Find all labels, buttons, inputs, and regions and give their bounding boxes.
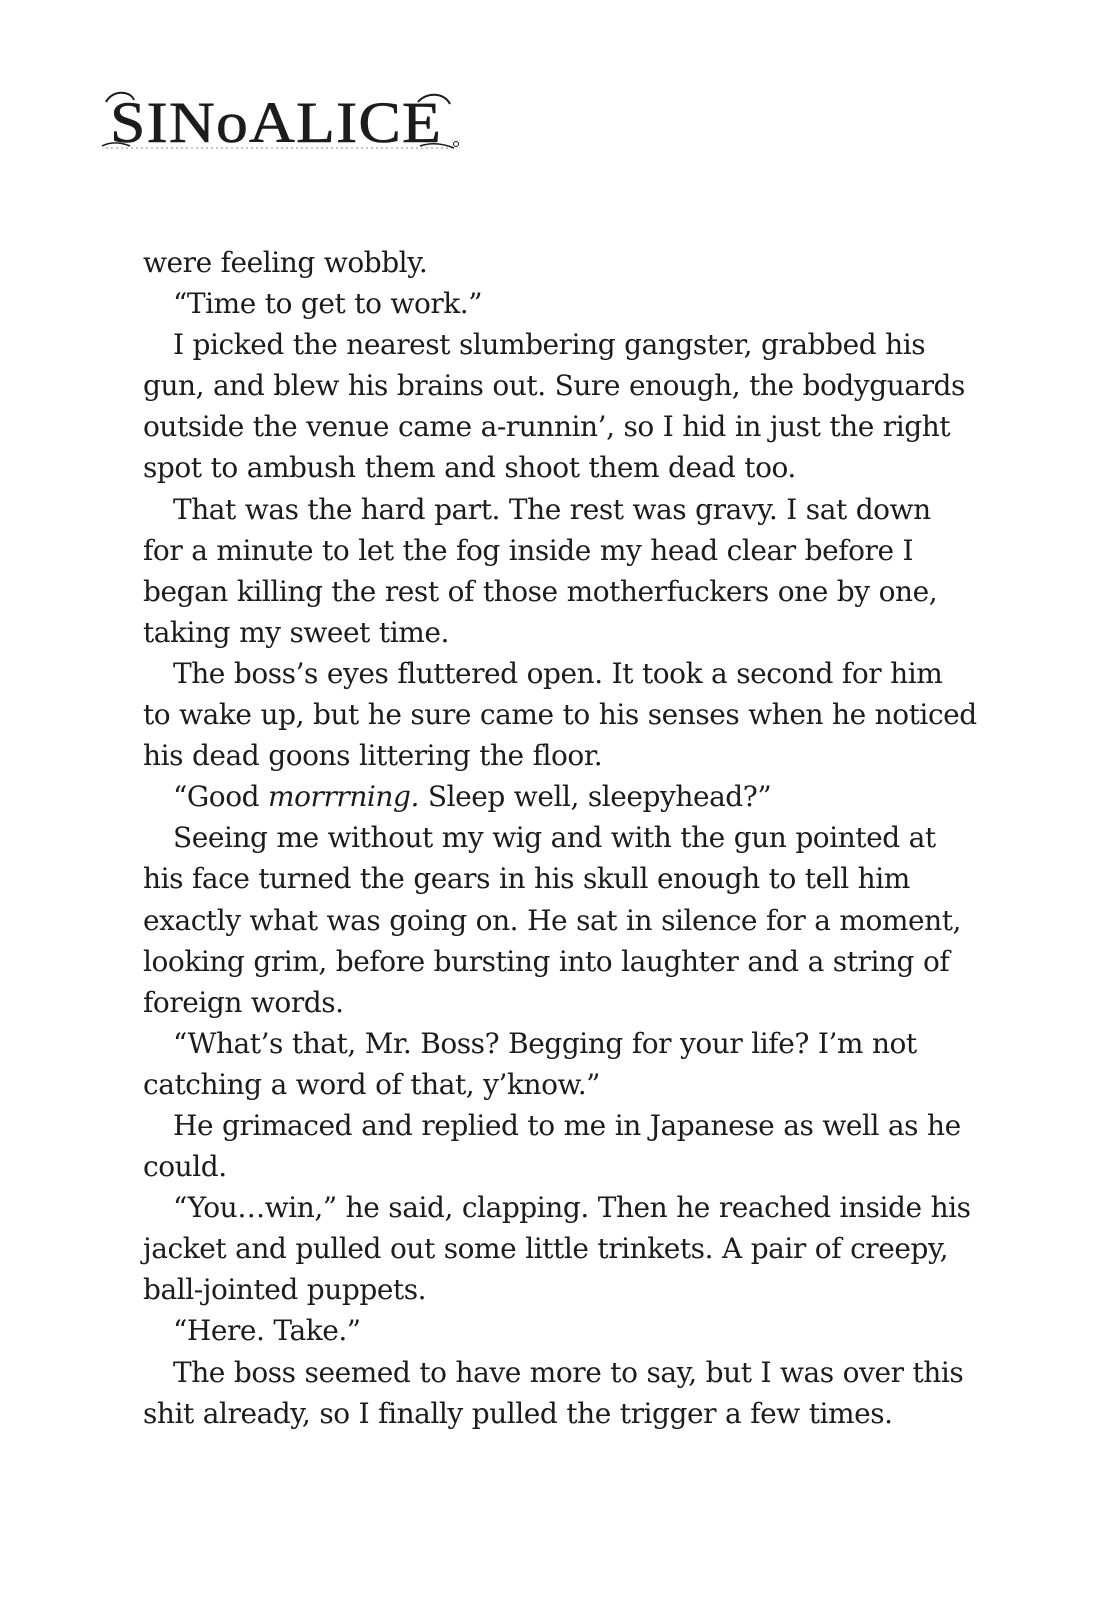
text-line-5: outside the venue came a-runnin’, so I hid in just the right <box>143 410 951 444</box>
text-line-9: began killing the rest of those motherfuckers one by one, <box>143 574 938 608</box>
text-line-29: shit already, so I finally pulled the trigger a few times. <box>143 1396 893 1430</box>
text-line-8: for a minute to let the fog inside my head clear before I <box>143 533 914 567</box>
text-line-20: “What’s that, Mr. Boss? Begging for your life? I’m not <box>173 1026 917 1060</box>
text-line-21: catching a word of that, y’know.” <box>143 1067 601 1101</box>
text-line-7: That was the hard part. The rest was gravy. I sat down <box>173 492 931 526</box>
text-line-10: taking my sweet time. <box>143 615 449 649</box>
text-line-16: his face turned the gears in his skull enough to tell him <box>143 862 910 896</box>
text-line-3: I picked the nearest slumbering gangster, grabbed his <box>173 328 926 362</box>
text-line-13: his dead goons littering the floor. <box>143 739 603 773</box>
text-line-15: Seeing me without my wig and with the gun pointed at <box>173 821 936 855</box>
text-line-19: foreign words. <box>143 985 344 1019</box>
text-line-17: exactly what was going on. He sat in silence for a moment, <box>143 903 961 937</box>
text-line-4: gun, and blew his brains out. Sure enough, the bodyguards <box>143 369 965 403</box>
sinoalice-wordmark-logo <box>100 88 462 160</box>
line-14-rest: Sleep well, sleepyhead?” <box>427 780 772 814</box>
text-line-22: He grimaced and replied to me in Japanese as well as he <box>173 1108 961 1142</box>
sinoalice-logo <box>100 88 462 160</box>
text-line-11: The boss’s eyes fluttered open. It took a second for him <box>173 656 943 690</box>
line-14-italic: morrrning. <box>268 780 419 814</box>
text-line-12: to wake up, but he sure came to his senses when he noticed <box>143 698 977 732</box>
text-line-23: could. <box>143 1150 227 1184</box>
text-line-24: “You…win,” he said, clapping. Then he reached inside his <box>173 1191 971 1225</box>
line-14-prefix: “Good <box>173 780 260 814</box>
text-line-1: were feeling wobbly. <box>143 246 428 279</box>
text-line-28: The boss seemed to have more to say, but I was over this <box>173 1355 964 1389</box>
logo-text: SINoALICE <box>110 90 442 155</box>
page-body-text <box>143 242 977 1434</box>
text-line-25: jacket and pulled out some little trinkets. A pair of creepy, <box>143 1232 949 1266</box>
text-line-26: ball-jointed puppets. <box>143 1273 427 1307</box>
text-line-18: looking grim, before bursting into laughter and a string of <box>143 944 950 978</box>
text-line-27: “Here. Take.” <box>173 1314 361 1348</box>
text-line-6: spot to ambush them and shoot them dead too. <box>143 451 796 485</box>
text-line-2: “Time to get to work.” <box>173 287 483 321</box>
text-line-14 <box>143 776 973 817</box>
